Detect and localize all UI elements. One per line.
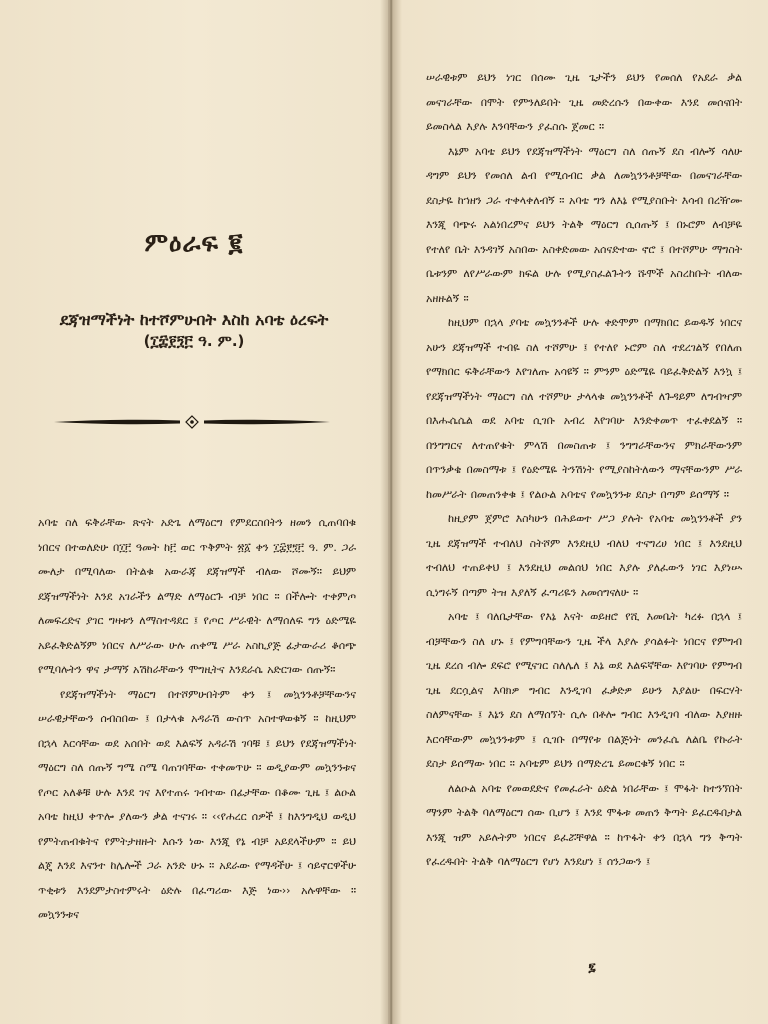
paragraph: ከዚህም በኋላ ያባቴ መኳንንቶች ሁሉ ቀድሞም በማክበር ይወዱኝ ነበርና አሁን ደጃዝማች ተብዬ ስለ ተሾምሁ ፤ የተለየ ኑሮም ስለ ተደረገልኝ የበለጠ የማክበር ፍቅራቸውን እየገለጡ አሳዩኝ ። ምንም ዕድሜዬ ባይፈቅድልኝ እንኳ ፤ የደጃዝማችነት ማዕርግ ስለ ተሾምሁ ታላላቁ መኳንንቶች ለጉዳይም ለግብዣም በእሑሴሴል ወደ አባቴ ሲገቡ አብረ እየገባሁ እንድቀመጥ ተፈቀደልኝ ። በንግግርና ለተጠየቁት ምላሽ በመስጠቱ ፤ ንግግራቸውንና ምክራቸውንም በጥንቃቄ በመስማቱ ፤ የዕድሜዬ ትንሽነት የሚያስከትለውን ማናቸውንም ሥራ ከመሥራት በመጠንቀቁ ፤ የልዑል አባቴና የመኳንንቱ ደስታ በጣም ይሰማኝ ። xyxy=(426,316,742,501)
chapter-subtitle: ደጃዝማችነት ከተሾምሁበት እስከ አባቴ ዕረፍት xyxy=(59,310,329,329)
left-page-body xyxy=(38,511,356,928)
chapter-subtitle-block xyxy=(0,308,388,353)
paragraph: እኔም አባቴ ይህን የደጃዝማችነት ማዕርግ ስለ ሰጡኝ ደስ ብሎኝ ሳለሁ ዳግም ይህን የመሰለ ልብ የሚሰብር ቃል ለመኳንንቶቻቸው በመናገራቸው ደስታዬ ከኀዘን ጋራ ተቀላቀለብኝ ። አባቴ ግን ለእኔ የሚያስቡት እሳብ በረዥሙ እንጂ ባጭሩ አልነበረምና ይህን ትልቅ ማዕርግ ሲሰጡኝ ፤ በኑሮም ለብቻዬ የተለየ ቤት እንዳገኝ አስበው አስቀድመው አሰናድተው ኖሮ ፤ በተሾምሁ ማግስት ቤቱንም ለየሥራውም ክፍል ሁሉ የሚያስፈልጉትን ሹሞች አስረከቡት ብለው አዘዙልኝ ። xyxy=(426,144,742,305)
paragraph: ከዚያም ጀምሮ እስካሁን በሕይወተ ሥጋ ያሉት የአባቴ መኳንንቶች ያን ጊዜ ደጃዝማች ተብለህ ስትሾም እንደዚህ ብለህ ተናግረሀ ነበር ፤ እንደዚህ ተብለህ ተጠይቀህ ፤ እንደዚህ መልሰህ ነበር እያሉ ያለፈውን ነገር እያነሡ ሲነግሩኝ በጣም ትዝ እያለኝ ፈጣሪዬን አመሰግናለሁ ። xyxy=(426,512,742,599)
paragraph: የደጃዝማችነት ማዕርግ በተሾምሁበትም ቀን ፤ መኳንንቶቻቸውንና ሠራዊታቸውን ሰብስበው ፤ በታላቁ አዳራሽ ውስጥ አስተዋወቁኝ ። ከዚህም በኋላ እርሳቸው ወደ አሰበት ወደ እልፍኝ አዳራሽ ገባቹ ፤ ይህን የደጃዝማችነት ማዕርግ ስለ ሰጡኝ ግሜ ስሜ ባጠገባቸው ተቀመጥሁ ። ወዲያውም መኳንንቱና የጦር አለቆቹ ሁሉ እንደ ገና እየተጠሩ ገብተው በፊታቸው በቆሙ ጊዜ ፤ ልዑል አባቴ ከዚህ ቀጥሎ ያለውን ቃል ተናገሩ ። ‹‹የሐረር ሰዎች ፤ ከእንግዲህ ወዲህ የምትጠብቁትና የምትታዘዙት እሱን ነው እንጂ የኔ ብቻ አይደላችሁም ። ይህ ልጄ እንደ እናንተ ከሌሎች ጋራ አንድ ሁኑ ። አደራው የማዳችሁ ፤ ሳይኖርዋችሁ ጥቂቱን እንደምታስተምሩት ዕድሉ በፈጣሪው እጅ ነው›› አሉዋቸው ። መኳንንቱና xyxy=(38,687,356,921)
paragraph: አባቴ ስለ ፍቅራቸው ጽናት አድጌ ለማዕርግ የምደርስበትን ዘመን ሲጠባበቁ ነበርና በተወለድሁ በ፲፫ ዓመት ከ፫ ወር ጥቅምት ፳፩ ቀን ፲፰፻፺፫ ዓ. ም. ጋራ ሙለታ በሚባለው በትልቁ አውራጃ ደጃዝማች ብለው ሾሙኝ። ይህም ደጃዝማችነት እንደ አገራችን ልማድ ለማዕርጉ ብቻ ነበር ። በችሎት ተቀምጦ ለመፍረድና ያገር ግዛቱን ለማስተዳደር ፤ የጦር ሥራዊት ለማሰለፍ ግን ዕድሜዬ አይፈቅድልኝም ነበርና ለሥራው ሁሉ ጠቀሜ ሥራ አስኪያጅ ፊታውራሪ ቆሰጭ የሚባሉትን ዋና ታማኝ አሽከራቸውን ሞግዚትና እንደራሴ አድርገው ሰጡኝ። xyxy=(38,516,356,676)
ornamental-divider xyxy=(52,414,332,430)
right-page-body xyxy=(426,66,742,875)
page-number: ፯ xyxy=(588,960,596,974)
paragraph: ሠራዊቱም ይህን ነገር በሰሙ ጊዜ ጌታችን ይህን የመሰለ የአደራ ቃል መናገራቸው በሞት የምንለይበት ጊዜ መድረሱን በውቀው እንደ መሰናበት ይመስላል እያሉ እንባቸውን ያፈስሱ ጀመር ። xyxy=(426,71,742,133)
paragraph: አባቴ ፤ ባለቤታቸው የእኔ እናት ወይዘሮ የሺ እመቤት ካረፉ በኋላ ፤ ብቻቸውን ስለ ሆኑ ፤ የምግባቸውን ጊዜ ችላ እያሉ ያሳልፉት ነበርና የምግብ ጊዜ ደረሰ ብሎ ደፍሮ የሚናገር ስለሌለ ፤ እኔ ወደ እልፍኛቸው እየገባሁ የምግብ ጊዜ ደርሷልና እባክዎ ግብር እንዲገባ ፈቃድዎ ይሁን እያልሁ በፍርሃት ስለምናቸው ፤ እኔን ደስ ለማሰኘት ሲሉ በቶሎ ግብር እንዲገባ ብለው እያዘዙ እርሳቸውም መኳንንቱም ፤ ሲገቡ በማየቱ በልጅነት መንፈሴ ለልቤ የኩራት ደስታ ይሰማው ነበር ። አባቴም ይህን በማድረጌ ይመርቁኝ ነበር ። xyxy=(426,610,742,770)
chapter-title: ምዕራፍ ፪ xyxy=(144,228,244,257)
chapter-date: (፲፰፻፺፫ ዓ. ም.) xyxy=(143,332,245,351)
paragraph: ለልዑል አባቴ የመወደድና የመፈራት ዕድል ነበራቸው ፤ ሞፋት ከተንኘበት ማንም ትልቅ ባለማዕርግ ሰው ቢሆን ፤ እንደ ሞፋቱ መጠን ቅጣት ይፈርዱበታል እንጂ ዝም አይሉትም ነበርና ይፈሯቸዋል ። ከጥፋት ቀን በኋላ ግን ቅጣት የፈረዱበት ትልቅ ባለማዕርግ የሆነ እንደሆነ ፤ ሰንጋውን ፤ xyxy=(426,781,742,868)
